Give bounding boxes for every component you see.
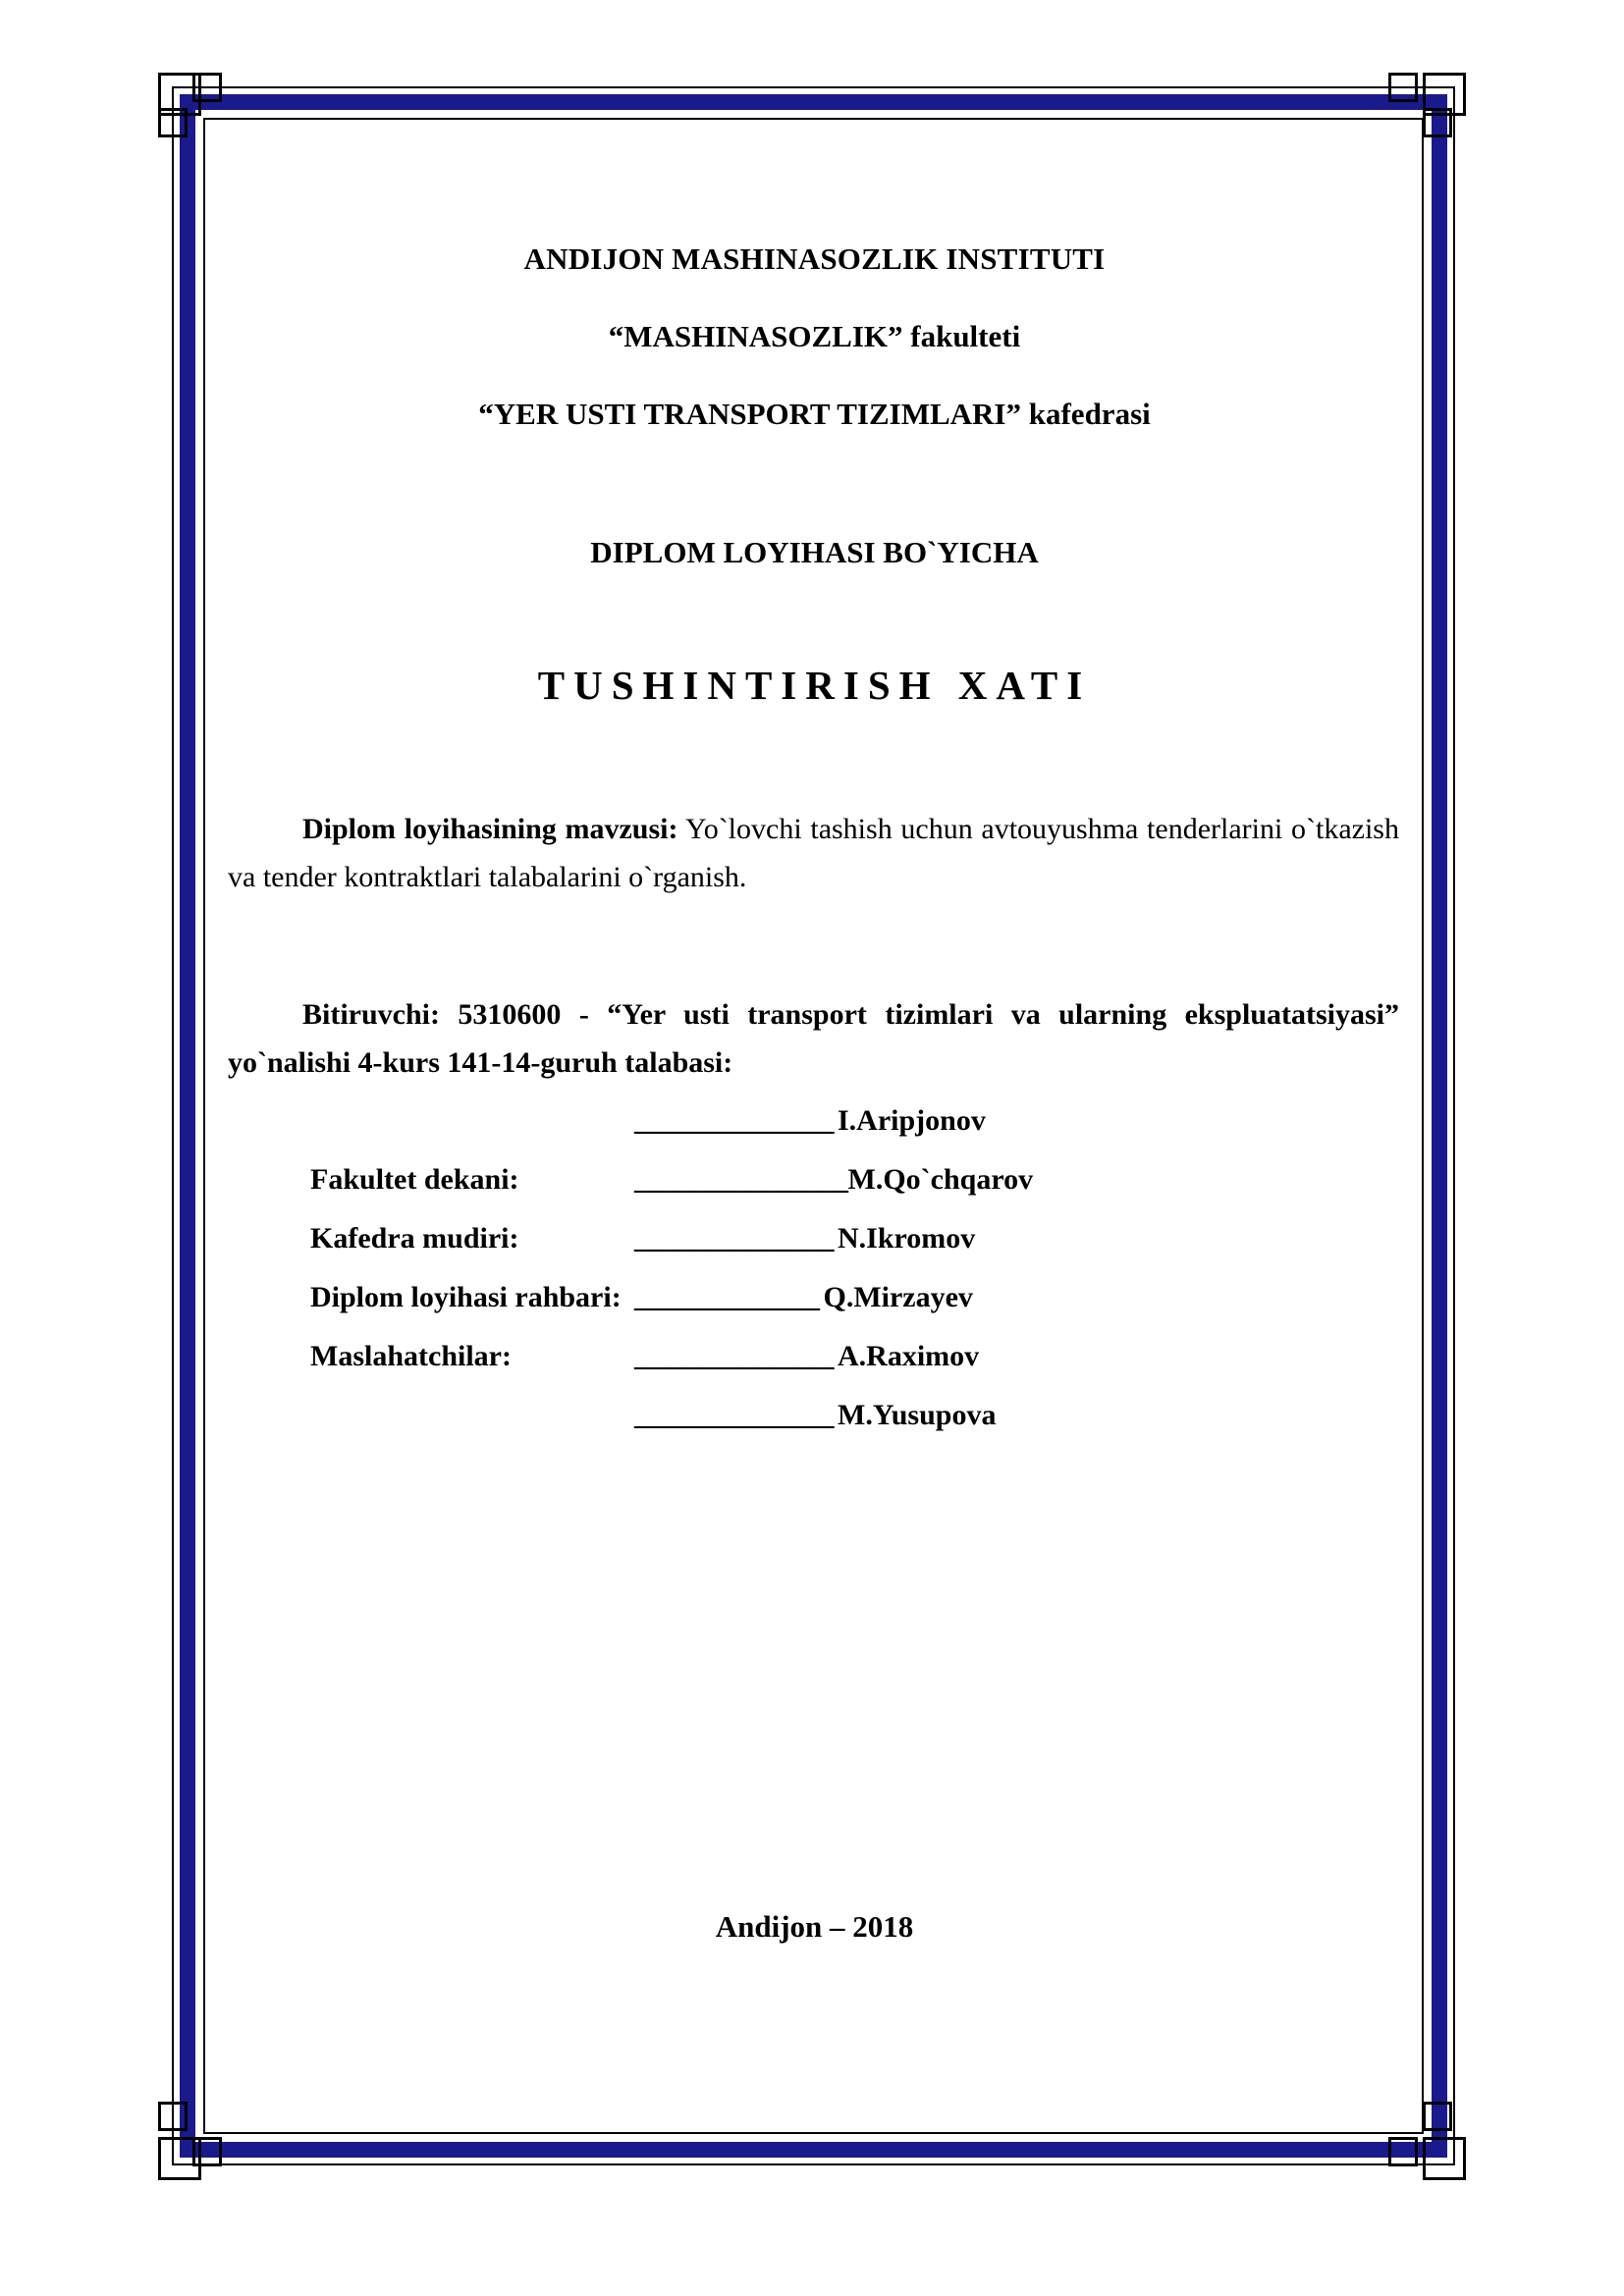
signature-row-dean	[228, 1163, 1401, 1222]
signature-block	[228, 1104, 1401, 1458]
corner-ornament-top-left-b	[192, 73, 222, 102]
corner-ornament-top-right-b	[1388, 73, 1418, 102]
signature-row-student	[228, 1104, 1401, 1163]
graduate-text: Bitiruvchi: 5310600 - “Yer usti transport tizimlari va ularning ekspluatatsiyasi” yo`nalishi 4-kurs 141-14-guruh talabasi:	[228, 998, 1399, 1079]
signature-name: Q.Mirzayev	[823, 1281, 973, 1314]
signature-row-consultant-1	[228, 1340, 1401, 1399]
corner-ornament-bottom-right-c	[1423, 2102, 1452, 2131]
faculty-name: “MASHINASOZLIK” fakulteti	[608, 319, 1021, 353]
institution-title: ANDIJON MASHINASOZLIK INSTITUTI	[523, 241, 1106, 276]
corner-ornament-bottom-left-b	[192, 2137, 222, 2166]
signature-role-label: Maslahatchilar:	[310, 1340, 512, 1373]
signature-name: M.Yusupova	[838, 1399, 997, 1432]
signature-role-label: Diplom loyihasi rahbari:	[310, 1281, 622, 1314]
signature-role-label: Kafedra mudiri:	[310, 1222, 519, 1255]
corner-ornament-top-left-c	[158, 108, 188, 137]
document-content	[228, 137, 1401, 2120]
signature-name: A.Raximov	[838, 1340, 980, 1373]
signature-row-consultant-2	[228, 1399, 1401, 1458]
corner-ornament-top-right-c	[1423, 108, 1452, 137]
signature-row-department-head	[228, 1222, 1401, 1281]
signature-line[interactable]: _____________	[634, 1281, 820, 1314]
thesis-topic-paragraph	[228, 806, 1401, 901]
signature-line[interactable]: ______________	[634, 1222, 834, 1255]
corner-ornament-bottom-right-a	[1423, 2137, 1466, 2180]
thesis-topic-label: Diplom loyihasining mavzusi:	[302, 813, 678, 845]
page-title: TUSHINTIRISH XATI	[537, 663, 1092, 708]
signature-line[interactable]: ______________	[634, 1399, 834, 1432]
graduate-paragraph	[228, 991, 1401, 1087]
signature-line[interactable]: ______________	[634, 1340, 834, 1373]
footer-place-year: Andijon – 2018	[715, 1909, 914, 1944]
department-name: “YER USTI TRANSPORT TIZIMLARI” kafedrasi	[478, 397, 1151, 431]
signature-line[interactable]: ______________	[634, 1104, 834, 1138]
signature-name: M.Qo`chqarov	[847, 1163, 1034, 1197]
corner-ornament-bottom-left-c	[158, 2102, 188, 2131]
signature-role-label: Fakultet dekani:	[310, 1163, 519, 1197]
signature-name: I.Aripjonov	[838, 1104, 986, 1138]
thesis-topic-text: Yo`lovchi tashish uchun avtouyushma tenderlarini o`tkazish va tender kontraktlari talabalarini o`rganish.	[228, 813, 1399, 893]
document-subtitle: DIPLOM LOYIHASI BO`YICHA	[590, 535, 1039, 569]
signature-line[interactable]: _______________	[634, 1163, 848, 1197]
signature-row-supervisor	[228, 1281, 1401, 1340]
corner-ornament-bottom-right-b	[1388, 2137, 1418, 2166]
signature-name: N.Ikromov	[838, 1222, 976, 1255]
